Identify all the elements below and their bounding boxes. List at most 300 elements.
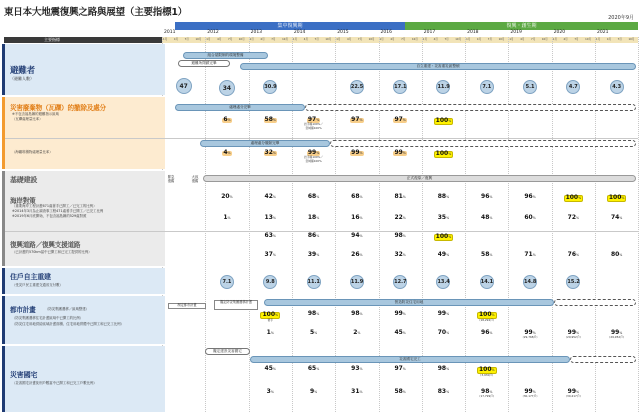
value-unit: %: [489, 253, 493, 257]
value-text: 48: [481, 214, 490, 221]
year-label-2012: 2012: [207, 30, 219, 35]
value-number: [437, 253, 450, 258]
value-unit: %: [227, 216, 231, 220]
value-cell: [390, 312, 410, 317]
year-label-2019: 2019: [510, 30, 522, 35]
value-unit: %: [402, 234, 406, 238]
city-bar-land: 營造防災住宅用地: [264, 299, 554, 306]
value-number: [434, 118, 454, 125]
value-text: 35: [437, 214, 447, 221]
value-unit: %: [402, 390, 406, 394]
value-unit: %: [491, 313, 495, 317]
value-text: 49: [437, 251, 447, 258]
value-text: 96: [481, 329, 490, 336]
value-unit: %: [446, 195, 450, 199]
value-note: (17,799戶): [479, 393, 495, 398]
value-cell: [563, 195, 583, 202]
value-unit: %: [532, 390, 536, 394]
value-unit: %: [448, 152, 452, 156]
value-bubble: 30.9: [263, 80, 277, 94]
value-number: [393, 216, 406, 221]
year-label-2018: 2018: [467, 30, 479, 35]
housing-bar-complete: 災害國宅完工: [250, 356, 570, 363]
value-text: 32: [264, 149, 273, 156]
value-unit: %: [446, 390, 450, 394]
value-unit: %: [227, 151, 231, 155]
value-number: [434, 234, 454, 241]
month-tick: 7月: [227, 38, 233, 41]
value-unit: %: [402, 195, 406, 199]
value-text: 98: [437, 365, 447, 372]
value-unit: %: [359, 312, 363, 316]
value-text: 63: [264, 232, 273, 239]
value-number: [437, 390, 450, 395]
value-cell: [390, 234, 410, 239]
value-cell: [260, 151, 280, 156]
value-cell: [433, 367, 453, 372]
value-cell: [390, 195, 410, 200]
value-number: [350, 118, 363, 123]
month-tick: 4月: [303, 38, 308, 41]
value-number: [564, 195, 584, 202]
value-bubble: 34: [219, 80, 235, 96]
month-tick: 1月: [249, 38, 254, 41]
value-cell: [304, 367, 324, 372]
month-tick: 1月: [163, 38, 168, 41]
month-tick: 1月: [596, 38, 601, 41]
year-label-2014: 2014: [293, 30, 306, 35]
value-text: 32: [394, 251, 403, 258]
value-text: 100: [478, 311, 492, 318]
debris-bar-1: 處理處分完畢: [175, 104, 305, 111]
value-text: 68: [307, 193, 317, 200]
value-number: [307, 312, 320, 317]
month-tick: 10月: [498, 38, 505, 41]
coast-label: 海岸對策: [10, 197, 36, 205]
value-text: 65: [307, 365, 317, 372]
value-cell: [260, 312, 280, 323]
value-unit: %: [359, 195, 363, 199]
value-number: [607, 195, 627, 202]
value-bubble: 15.2: [566, 275, 580, 289]
value-bubble: 12.7: [393, 275, 407, 289]
value-text: 39: [307, 251, 317, 258]
value-unit: %: [621, 196, 625, 200]
value-text: 99: [307, 149, 317, 156]
value-cell: [347, 312, 367, 317]
value-number: [393, 195, 406, 200]
value-text: 58: [264, 116, 273, 123]
value-text: 99: [437, 310, 447, 317]
evacuees-bar-temporary: 組合屋限制的環境整備: [183, 52, 268, 59]
year-label-2017: 2017: [423, 30, 436, 35]
value-cell: [433, 151, 453, 158]
value-unit: %: [402, 118, 406, 122]
housing-bar-future: [570, 356, 636, 363]
month-tick: 4月: [520, 38, 525, 41]
value-number: [480, 253, 493, 258]
year-label-2011: 2011: [164, 30, 176, 35]
value-unit: %: [314, 331, 318, 335]
value-number: [350, 367, 363, 372]
value-bubble: 7.1: [480, 80, 494, 94]
month-tick: 1月: [466, 38, 471, 41]
value-text: 96: [481, 193, 490, 200]
city-label: 都市計畫: [10, 306, 36, 314]
value-unit: %: [359, 216, 363, 220]
value-text: 1: [266, 329, 271, 336]
value-text: 20: [221, 193, 230, 200]
value-unit: %: [316, 195, 320, 199]
value-number: [437, 331, 450, 336]
value-number: [264, 234, 277, 239]
value-cell: [347, 331, 367, 336]
value-cell: [563, 253, 583, 258]
infra-tag-emergency: 緊急復舊: [167, 175, 175, 183]
value-unit: %: [359, 151, 363, 155]
evacuees-sub: （避難人數）: [10, 76, 34, 81]
month-tick: 4月: [433, 38, 438, 41]
value-text: 97: [351, 116, 360, 123]
value-cell: [304, 390, 324, 395]
value-text: 97: [394, 116, 403, 123]
value-number: [307, 216, 320, 221]
value-unit: %: [227, 118, 231, 122]
value-bubble: 5.1: [523, 80, 537, 94]
value-number: [434, 151, 454, 158]
value-unit: %: [272, 367, 276, 371]
value-number: [480, 331, 493, 336]
value-number: [264, 151, 277, 156]
value-cell: [260, 331, 280, 336]
value-number: [350, 234, 363, 239]
year-axis: [0, 30, 640, 37]
value-cell: [347, 216, 367, 221]
value-text: 99: [567, 388, 576, 395]
value-number: [610, 253, 623, 258]
value-text: 99: [524, 388, 533, 395]
month-tick: 4月: [476, 38, 482, 41]
value-bubble: 7.1: [220, 275, 234, 289]
value-unit: %: [619, 253, 623, 257]
month-tick: 10月: [368, 38, 375, 41]
value-cell: [304, 234, 324, 239]
value-number: [307, 234, 320, 239]
value-number: [437, 216, 450, 221]
value-cell: [607, 253, 627, 258]
city-box-plan: 制定都市計畫: [168, 303, 206, 309]
value-number: [222, 151, 231, 156]
value-unit: %: [578, 196, 582, 200]
value-cell: [520, 331, 540, 340]
value-note: (29,952戶): [565, 334, 581, 339]
month-tick: 4月: [173, 38, 179, 41]
value-unit: %: [359, 118, 363, 122]
value-cell: [390, 216, 410, 221]
value-text: 18: [307, 214, 317, 221]
value-text: 99: [524, 329, 533, 336]
value-unit: %: [402, 331, 406, 335]
value-bubble: 11.9: [436, 80, 450, 94]
value-number: [220, 195, 233, 200]
value-cell: [520, 253, 540, 258]
value-cell: [260, 195, 280, 200]
value-cell: [347, 234, 367, 239]
value-text: 99: [567, 329, 576, 336]
housing-bar-plan: 擬定建設災害國宅: [205, 348, 250, 355]
value-number: [222, 216, 231, 221]
value-text: 96: [524, 193, 533, 200]
value-unit: %: [576, 253, 580, 257]
value-text: 9: [309, 388, 315, 395]
value-unit: %: [448, 235, 452, 239]
value-number: [480, 216, 493, 221]
value-note: (3,930戶): [480, 372, 494, 377]
month-tick: 7月: [617, 38, 622, 41]
value-number: [393, 312, 406, 317]
value-unit: %: [446, 253, 450, 257]
month-tick: 4月: [260, 38, 265, 41]
value-unit: %: [359, 234, 363, 238]
coast-sub-1: （重要海岸工程計畫671處著手已開工／已完工的比例）: [12, 204, 97, 208]
value-number: [393, 253, 406, 258]
month-tick: 10月: [195, 38, 202, 41]
value-unit: %: [619, 331, 623, 335]
value-unit: %: [576, 390, 580, 394]
value-cell: [477, 195, 497, 200]
road-label: 復興道路／復興支援道路: [10, 241, 81, 249]
value-unit: %: [316, 234, 320, 238]
value-text: 80: [610, 251, 620, 258]
month-tick: 7月: [401, 38, 406, 41]
value-text: 26: [351, 251, 360, 258]
value-unit: %: [402, 216, 406, 220]
city-sub-3: （防災住宅用地供給區域計畫面積、住宅用地實體中已開工和已完工比例）: [12, 322, 124, 326]
value-text: 60: [524, 214, 533, 221]
value-unit: %: [272, 253, 276, 257]
value-number: [523, 216, 536, 221]
evacuees-bar-shelter: 避難所閉鎖完畢: [178, 60, 230, 67]
value-text: 13: [264, 214, 273, 221]
value-bubble: 4.3: [610, 80, 624, 94]
value-cell: [217, 118, 237, 123]
value-text: 58: [394, 388, 403, 395]
housing-sub: （災害國宅計畫徒刑戶數當中已開工和已完工戶數比例）: [12, 381, 97, 385]
city-sub-2: （防災集團遷移住宅計畫區域中已開工的比例）: [12, 316, 84, 320]
month-tick: 10月: [411, 38, 418, 41]
coast-sub-3: ※2019年6月底開始，不包含福島縣的529處對照: [12, 214, 87, 218]
value-cell: [477, 253, 497, 258]
month-tick: 10月: [282, 38, 288, 41]
value-bubble: 17.1: [393, 80, 407, 94]
phase-creation: 復興・創生期: [405, 22, 638, 30]
debris-label: 災害廢棄物（瓦礫）的撤除及處分: [10, 104, 106, 112]
value-unit: %: [402, 253, 406, 257]
value-text: 3: [266, 388, 271, 395]
value-bubble: 11.9: [350, 275, 364, 289]
value-number: [264, 195, 277, 200]
value-text: 45: [264, 365, 273, 372]
value-text: 100: [435, 117, 449, 124]
value-number: [309, 331, 318, 336]
value-unit: %: [270, 331, 274, 335]
value-text: 98: [481, 388, 490, 395]
page-title: 東日本大地震復興之路與展望（主要指標1）: [4, 7, 188, 18]
value-number: [264, 253, 277, 258]
value-unit: %: [489, 216, 493, 220]
value-cell: [347, 195, 367, 200]
value-text: 31: [351, 388, 360, 395]
value-number: [309, 390, 318, 395]
value-unit: %: [316, 253, 320, 257]
value-number: [523, 195, 536, 200]
value-number: [523, 253, 536, 258]
value-note: (18,292戶): [479, 317, 495, 322]
value-cell: [433, 118, 453, 125]
value-unit: %: [270, 390, 274, 394]
value-text: 97: [394, 365, 403, 372]
value-unit: %: [446, 312, 450, 316]
value-text: 99: [394, 149, 403, 156]
value-text: 42: [264, 193, 273, 200]
month-tick: 10月: [325, 38, 332, 41]
housing-label: 災害國宅: [10, 371, 38, 379]
value-unit: %: [272, 234, 276, 238]
value-unit: %: [489, 390, 493, 394]
value-cell: [260, 390, 280, 395]
value-note: (29,768戶): [522, 334, 538, 339]
value-cell: [433, 253, 453, 258]
value-number: [393, 234, 406, 239]
debris-bar-2-future: [330, 140, 636, 147]
value-unit: %: [316, 118, 320, 122]
debris-bar-1-future: [305, 104, 636, 111]
value-cell: [390, 253, 410, 258]
value-cell: [433, 216, 453, 221]
value-cell: [304, 151, 324, 163]
value-cell: [304, 118, 324, 130]
value-cell: [390, 118, 410, 123]
value-number: [480, 195, 493, 200]
city-sub-1: （防災集團遷移／區域整建）: [45, 307, 90, 311]
month-tick: 4月: [347, 38, 352, 41]
value-number: [266, 390, 275, 395]
value-text: 97: [307, 116, 317, 123]
value-cell: [390, 151, 410, 156]
month-tick: 7月: [184, 38, 189, 41]
month-tick: 7月: [357, 38, 363, 41]
value-number: [307, 367, 320, 372]
value-number: [437, 367, 450, 372]
value-number: [350, 253, 363, 258]
value-text: 74: [610, 214, 620, 221]
value-cell: [607, 216, 627, 221]
value-unit: %: [316, 151, 320, 155]
value-text: 99: [394, 310, 403, 317]
month-tick: 10月: [238, 38, 245, 41]
month-tick: 10月: [628, 38, 635, 41]
month-tick: 1月: [336, 38, 341, 41]
year-label-2013: 2013: [250, 30, 263, 35]
value-unit: %: [272, 118, 276, 122]
value-text: 72: [567, 214, 576, 221]
value-text: 2: [353, 329, 358, 336]
value-number: [350, 195, 363, 200]
value-cell: [260, 367, 280, 372]
value-bubble: 4.7: [566, 80, 580, 94]
value-unit: %: [446, 216, 450, 220]
value-unit: %: [532, 216, 536, 220]
value-cell: [433, 195, 453, 200]
value-text: 100: [435, 150, 449, 157]
value-unit: %: [446, 367, 450, 371]
value-text: 68: [351, 193, 360, 200]
month-header-label: 主要指標: [4, 37, 162, 43]
value-unit: %: [402, 312, 406, 316]
value-unit: %: [359, 390, 363, 394]
value-number: [350, 216, 363, 221]
city-bar-land-future: [554, 299, 636, 306]
self-rebuild-label: 住戶自主重建: [10, 273, 51, 281]
value-number: [264, 367, 277, 372]
debris-sub-3: （海嘯堆積物處理量比率）: [12, 150, 53, 154]
value-cell: [433, 312, 453, 317]
value-text: 93: [351, 365, 360, 372]
value-text: 98: [351, 310, 360, 317]
value-number: [266, 331, 275, 336]
value-unit: %: [532, 195, 536, 199]
value-note: 著手: [267, 317, 274, 322]
value-cell: [304, 331, 324, 336]
month-tick: 7月: [444, 38, 449, 41]
value-cell: [477, 367, 497, 378]
value-bubble: 22.5: [350, 80, 364, 94]
value-text: 100: [608, 194, 622, 201]
value-unit: %: [275, 313, 279, 317]
value-unit: %: [491, 368, 495, 372]
evacuees-bar-rebuild: 自立重建・災害重災區整頓: [240, 63, 636, 70]
value-number: [393, 390, 406, 395]
value-unit: %: [446, 331, 450, 335]
value-cell: [217, 151, 237, 156]
value-cell: [433, 234, 453, 241]
value-cell: [260, 216, 280, 221]
value-number: [567, 253, 580, 258]
value-text: 98: [394, 232, 403, 239]
infra-bar-full: 正式復原／復興: [203, 175, 636, 182]
month-header: [0, 37, 640, 43]
value-text: 100: [565, 194, 579, 201]
month-tick: 1月: [292, 38, 298, 41]
debris-bar-2: 處理處分撤除完畢: [200, 140, 330, 147]
value-note: (29,952戶): [609, 334, 625, 339]
infra-label: 基礎建設: [10, 176, 38, 184]
phase-intensive: 集中復興期: [175, 22, 405, 30]
value-cell: [563, 390, 583, 399]
self-rebuild-sub: （受災戶民主重建交通省支付數）: [12, 283, 63, 287]
value-cell: [304, 195, 324, 200]
value-cell: [304, 216, 324, 221]
value-number: [307, 253, 320, 258]
value-text: 98: [307, 310, 317, 317]
value-number: [437, 195, 450, 200]
month-tick: 4月: [563, 38, 568, 41]
value-cell: [477, 216, 497, 221]
evacuees-label: 避難者: [10, 66, 35, 76]
value-unit: %: [532, 331, 536, 335]
value-text: 70: [437, 329, 447, 336]
value-unit: %: [359, 253, 363, 257]
